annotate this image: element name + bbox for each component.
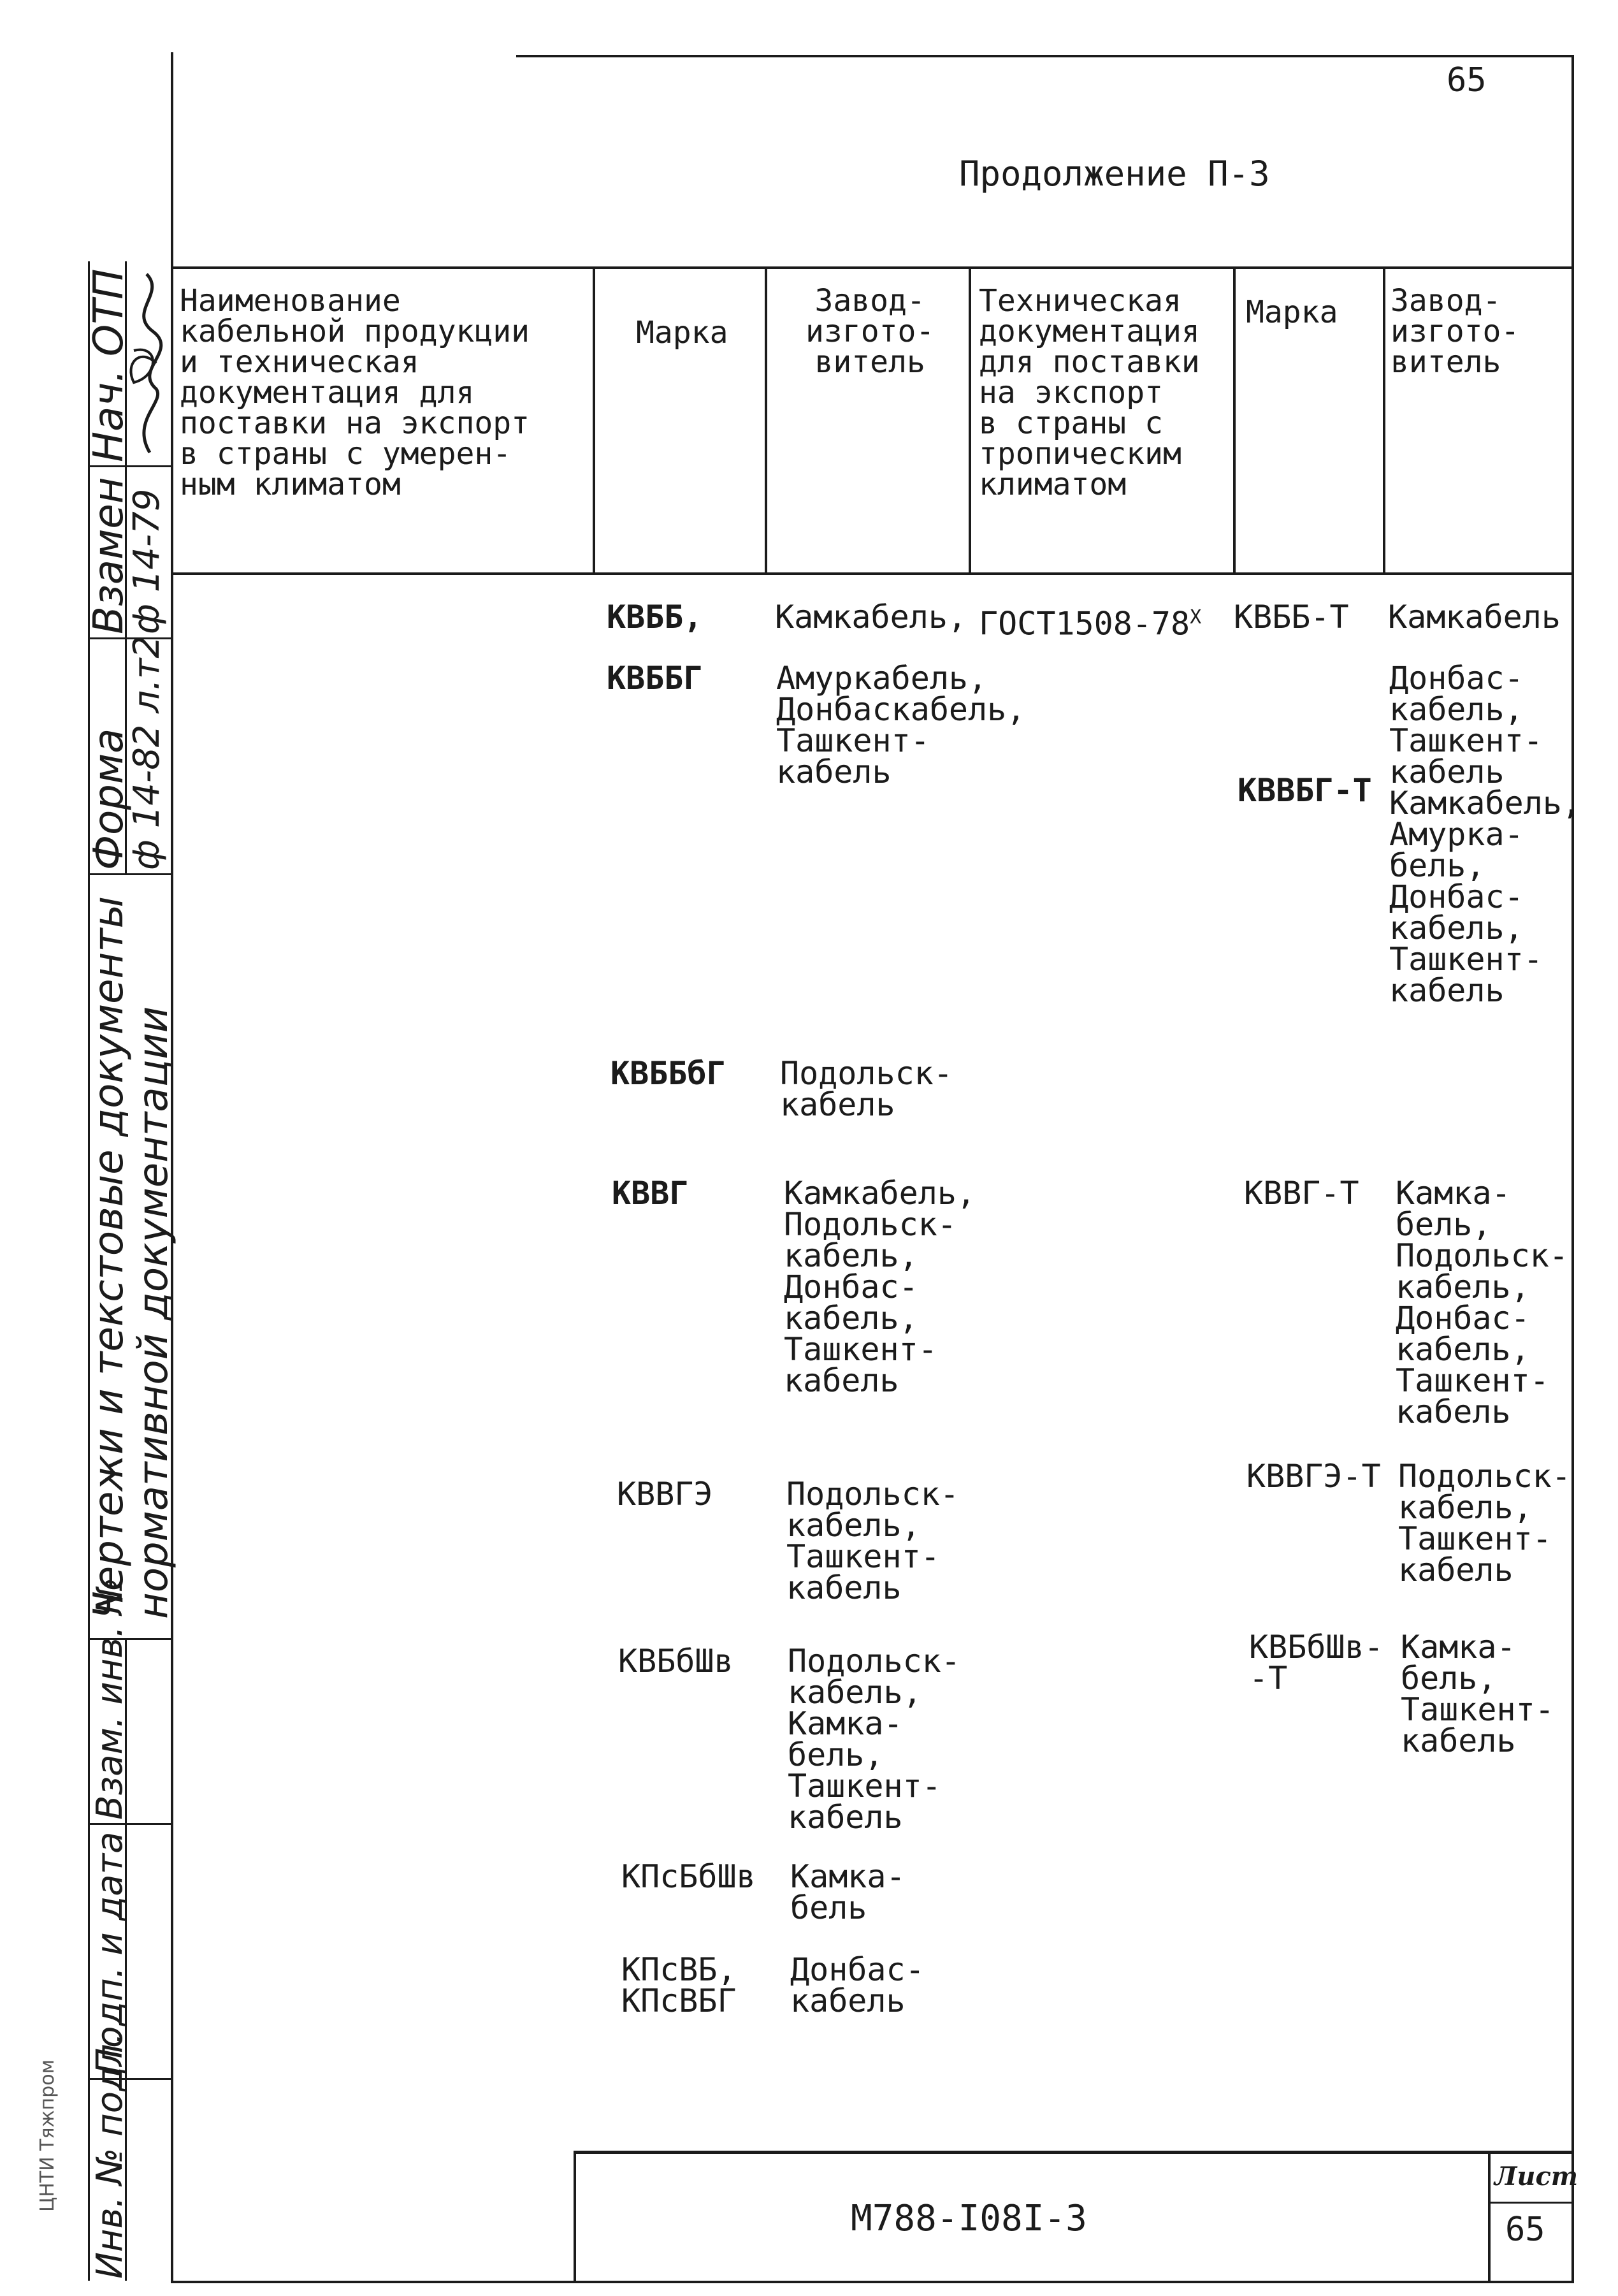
- row5-maker: Подольск- кабель, Ташкент- кабель: [786, 1476, 959, 1606]
- row1-maker: Камкабель,: [775, 599, 967, 636]
- row7-maker: Камка- бель: [790, 1858, 906, 1926]
- margin-label-normative: нормативной документации: [130, 1006, 177, 1619]
- margin-label-sign-date: Подп. и дата: [89, 1831, 131, 2075]
- row4-maker: Камкабель, Подольск- кабель, Донбас- кабель, Ташкент- кабель: [784, 1175, 976, 1399]
- frame-top-line: [516, 55, 1574, 57]
- row5-trop-mark: КВВГЭ-Т: [1246, 1458, 1381, 1495]
- row6-trop-maker: Камка- бель, Ташкент- кабель: [1401, 1629, 1554, 1759]
- table-col-sep-3: [969, 268, 971, 574]
- stamp-sheet-sep: [1488, 2151, 1491, 2282]
- margin-sep-1: [88, 465, 172, 467]
- table-col-sep-2: [765, 268, 767, 574]
- row3-mark: КВББбГ: [610, 1055, 726, 1092]
- row1-mark: КВББ,: [607, 599, 703, 636]
- margin-sep-5: [88, 1823, 172, 1825]
- frame-right-line: [1571, 56, 1574, 2283]
- header-product-name: Наименование кабельной продукции и техническая документация для поставки на экспорт в страны с умерен- ным климатом: [180, 283, 530, 502]
- row4-trop-mark: КВВГ-Т: [1244, 1175, 1359, 1212]
- row1-trop-mark: КВББ-Т: [1234, 599, 1349, 636]
- sheet-number: 65: [1505, 2211, 1545, 2249]
- edge-caption: ЦНТИ Тяжпром: [36, 2059, 59, 2212]
- header-tropical-manufacturer: Завод- изгото- витель: [1390, 283, 1520, 380]
- margin-label-replaces: Взамен: [85, 477, 133, 634]
- row6-mark: КВБбШв: [618, 1643, 733, 1680]
- stamp-top-line: [574, 2151, 1573, 2154]
- margin-value-replaces: ф 14-79: [126, 488, 168, 634]
- row1-tech-doc-sup: Х: [1190, 606, 1202, 628]
- row7-mark: КПсБбШв: [621, 1858, 756, 1895]
- margin-label-drawings: Чертежи и текстовые документы: [85, 896, 133, 1619]
- table-header-top-line: [171, 266, 1573, 269]
- table-header-bottom-line: [171, 572, 1573, 575]
- header-tropical-mark: Марка: [1246, 294, 1338, 330]
- continuation-title: Продолжение П-3: [959, 154, 1270, 194]
- row2-maker: Амуркабель, Донбаскабель, Ташкент- кабель: [776, 660, 1026, 790]
- margin-sep-3: [88, 873, 172, 875]
- row4-trop-maker: Камка- бель, Подольск- кабель, Донбас- кабель, Ташкент- кабель: [1396, 1175, 1568, 1430]
- row1-tech-doc-code: ГОСТ1508-78: [979, 605, 1190, 643]
- document-code: М788-I08I-3: [851, 2198, 1087, 2239]
- frame-bottom-line: [171, 2281, 1574, 2283]
- row5-mark: КВВГЭ: [617, 1476, 713, 1513]
- header-manufacturer: Завод- изгото- витель: [805, 283, 935, 380]
- row1-tech-doc: [979, 602, 1202, 643]
- row2-trop-maker: Камкабель, Амурка- бель, Донбас- кабель, Ташкент- кабель: [1389, 785, 1582, 1009]
- margin-label-inv-original: Инв. № подл.: [89, 2032, 131, 2279]
- table-col-sep-5: [1383, 268, 1385, 574]
- row2-trop-maker-pre: Донбас- кабель, Ташкент- кабель: [1389, 660, 1543, 790]
- stamp-left-line: [574, 2151, 576, 2282]
- table-col-sep-1: [593, 268, 595, 574]
- row2-mark: КВББГ: [607, 660, 703, 697]
- row8-mark: КПсВБ, КПсВБГ: [621, 1951, 737, 2019]
- margin-label-form: Форма: [85, 728, 133, 870]
- margin-label-inv-replace: Взам. инв. №: [89, 1577, 131, 1820]
- header-tech-doc-tropical: Техническая документация для поставки на экспорт в страны с тропическим климатом: [979, 283, 1200, 502]
- row6-maker: Подольск- кабель, Камка- бель, Ташкент- кабель: [788, 1643, 960, 1836]
- row2-trop-mark: КВВБГ-Т: [1238, 772, 1372, 809]
- page-number: 65: [1447, 61, 1487, 99]
- row6-trop-mark: КВБбШв- -Т: [1249, 1629, 1383, 1697]
- row4-mark: КВВГ: [612, 1175, 689, 1212]
- row5-trop-maker: Подольск- кабель, Ташкент- кабель: [1398, 1458, 1571, 1588]
- row8-maker: Донбас- кабель: [790, 1951, 925, 2019]
- row3-maker: Подольск- кабель: [780, 1055, 953, 1123]
- margin-value-form: ф 14-82 л.т2: [126, 635, 168, 870]
- signature-mark: [121, 268, 172, 459]
- margin-label-head: Нач. ОТП: [85, 268, 133, 462]
- table-col-sep-4: [1233, 268, 1236, 574]
- stamp-sheet-mid: [1488, 2202, 1573, 2204]
- row1-trop-maker: Камкабель: [1388, 599, 1561, 636]
- sheet-label: Лист: [1494, 2162, 1578, 2191]
- header-mark: Марка: [636, 315, 728, 351]
